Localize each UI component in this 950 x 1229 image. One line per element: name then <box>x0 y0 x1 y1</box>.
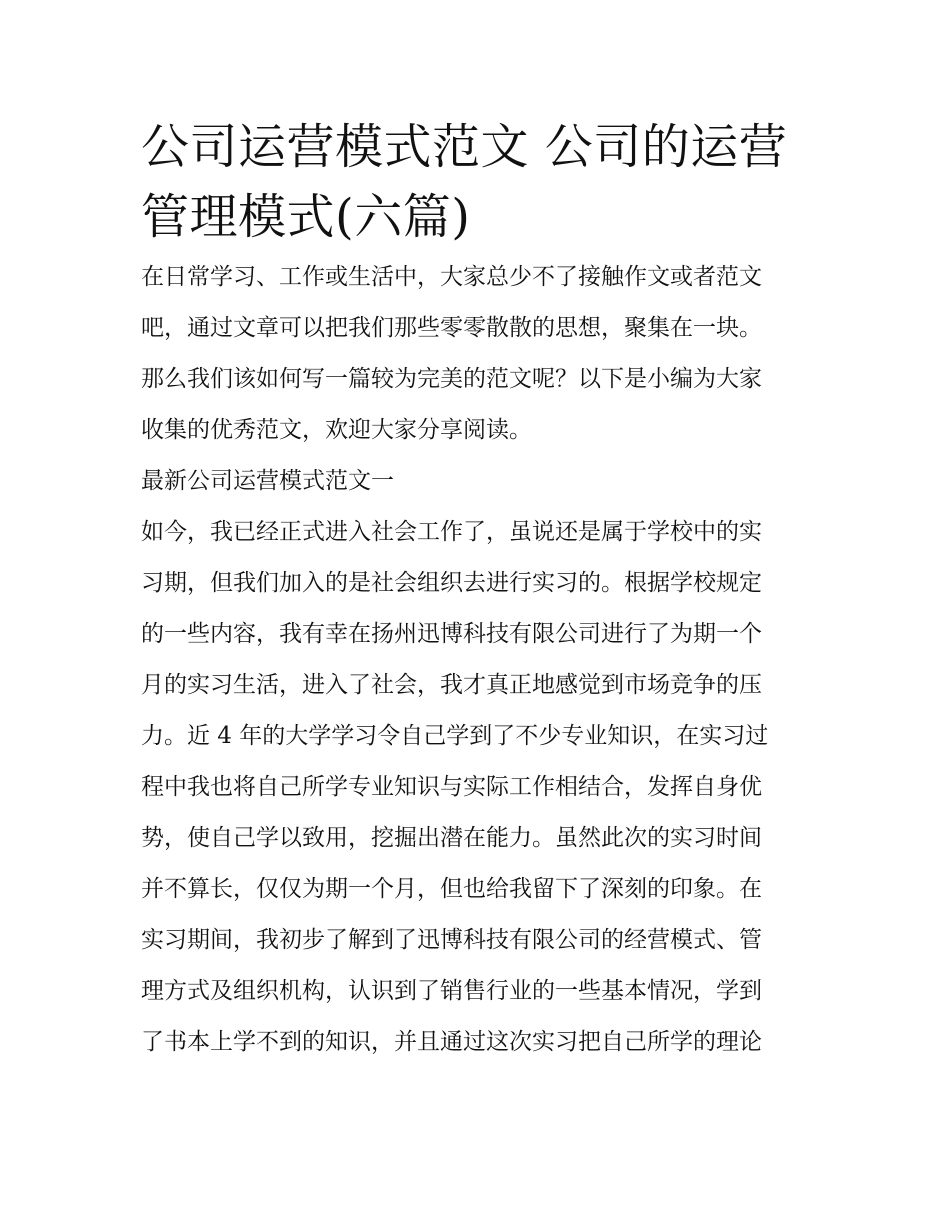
body-paragraph <box>141 507 811 1068</box>
body-line: 势，使自己学以致用，挖掘出潜在能力。虽然此次的实习时间 <box>141 825 762 851</box>
body-line: 理方式及组织机构，认识到了销售行业的一些基本情况，学到 <box>141 978 762 1004</box>
document-page <box>141 112 811 1068</box>
intro-line: 在日常学习、工作或生活中，大家总少不了接触作文或者范文 <box>141 264 762 290</box>
title-line: 公司运营模式范文 公司的运营 <box>141 119 788 175</box>
section-heading: 最新公司运营模式范文一 <box>141 468 394 494</box>
body-line: 了书本上学不到的知识，并且通过这次实习把自己所学的理论 <box>141 1029 762 1055</box>
intro-line: 那么我们该如何写一篇较为完美的范文呢？以下是小编为大家 <box>141 366 762 392</box>
body-line: 习期，但我们加入的是社会组织去进行实习的。根据学校规定 <box>141 570 762 596</box>
body-line: 如今，我已经正式进入社会工作了，虽说还是属于学校中的实 <box>141 519 762 545</box>
body-line: 实习期间，我初步了解到了迅博科技有限公司的经营模式、管 <box>141 927 762 953</box>
body-line: 力。近 4 年的大学学习令自己学到了不少专业知识，在实习过 <box>141 723 769 749</box>
title-line: 管理模式(六篇) <box>141 189 471 245</box>
intro-line: 吧，通过文章可以把我们那些零零散散的思想，聚集在一块。 <box>141 315 762 341</box>
body-line: 的一些内容，我有幸在扬州迅博科技有限公司进行了为期一个 <box>141 621 762 647</box>
body-line: 月的实习生活，进入了社会，我才真正地感觉到市场竞争的压 <box>141 672 762 698</box>
intro-paragraph <box>141 252 811 456</box>
body-line: 程中我也将自己所学专业知识与实际工作相结合，发挥自身优 <box>141 774 762 800</box>
body-line: 并不算长，仅仅为期一个月，但也给我留下了深刻的印象。在 <box>141 876 762 902</box>
intro-line: 收集的优秀范文，欢迎大家分享阅读。 <box>141 417 532 443</box>
document-title <box>141 112 811 252</box>
